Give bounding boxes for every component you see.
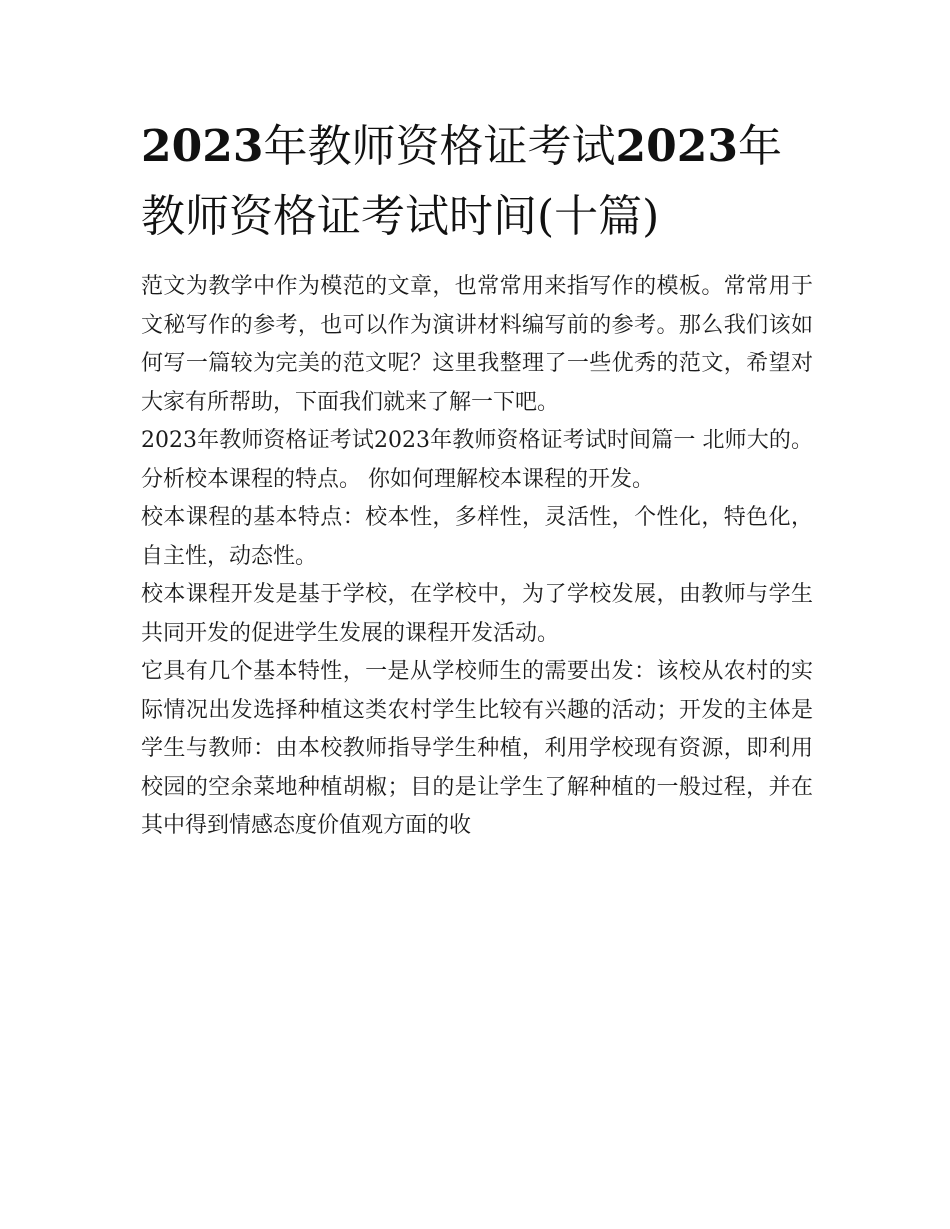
paragraph-heading-1: 2023年教师资格证考试2023年教师资格证考试时间篇一 北师大的。 分析校本课程的特点。 你如何理解校本课程的开发。 [141, 428, 813, 492]
title-text-1: 年教师资格证考试 [263, 121, 616, 172]
document-title [141, 112, 813, 252]
document-content [141, 112, 813, 846]
paragraph-intro: 范文为教学中作为模范的文章，也常常用来指写作的模板。常常用于文秘写作的参考，也可以作为演讲材料编写前的参考。那么我们该如何写一篇较为完美的范文呢？这里我整理了一些优秀的范文，希望对大家有所帮助，下面我们就来了解一下吧。 [141, 274, 813, 415]
title-text-2: 年教师资格证考试时间(十篇) [141, 121, 782, 242]
document-body [141, 268, 813, 846]
paragraph-features: 校本课程的基本特点：校本性，多样性，灵活性，个性化，特色化，自主性，动态性。 [141, 505, 813, 569]
title-year-2: 2023 [615, 121, 738, 172]
title-year-1: 2023 [141, 121, 264, 172]
paragraph-characteristics: 它具有几个基本特性，一是从学校师生的需要出发：该校从农村的实际情况出发选择种植这类农村学生比较有兴趣的活动；开发的主体是学生与教师：由本校教师指导学生种植，利用学校现有资源，即利用校园的空余菜地种植胡椒；目的是让学生了解种植的一般过程，并在其中得到情感态度价值观方面的收 [141, 659, 813, 838]
paragraph-definition: 校本课程开发是基于学校，在学校中，为了学校发展，由教师与学生共同开发的促进学生发展的课程开发活动。 [141, 582, 813, 646]
